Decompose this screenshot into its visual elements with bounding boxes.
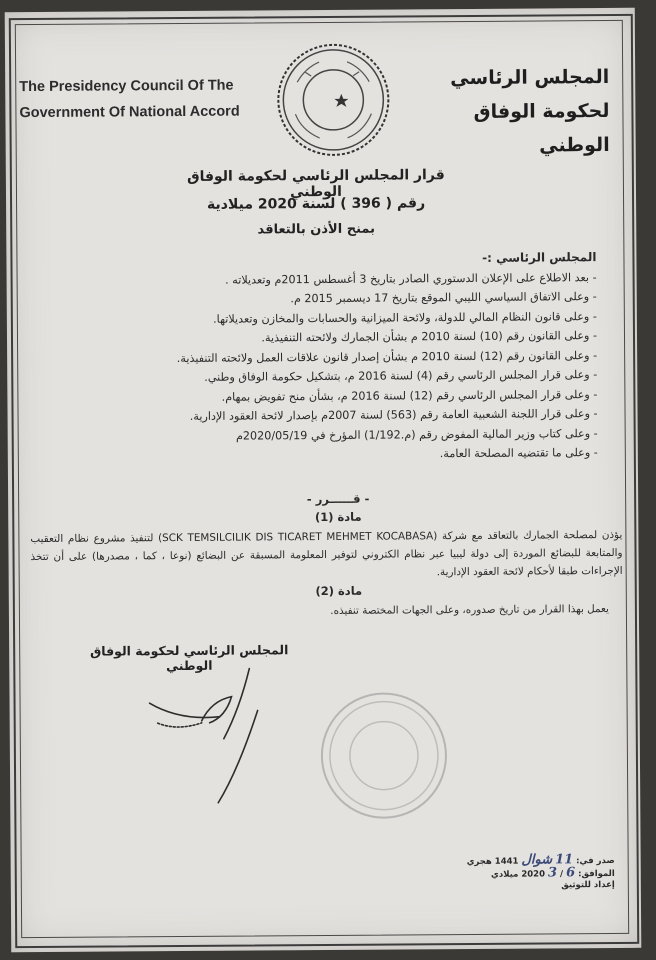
issue-hijri-month: شوال xyxy=(521,852,553,868)
preamble-item: - وعلى قرار المجلس الرئاسي رقم (4) لسنة 2016 م، بتشكيل حكومة الوفاق وطني. xyxy=(204,368,598,384)
issue-date-block xyxy=(425,854,615,892)
corresponding-day: 6 xyxy=(565,865,576,881)
issue-hijri-label: صدر في: xyxy=(576,855,615,867)
letterhead-english-line1: The Presidency Council Of The xyxy=(19,77,234,96)
issue-hijri-year: 1441 هجري xyxy=(466,856,519,868)
preamble-item: - وعلى الاتفاق السياسي الليبي الموقع بتاريخ 17 ديسمبر 2015 م. xyxy=(290,290,597,306)
issue-date-gregorian: الموافق: 6 / 3 2020 ميلادي xyxy=(490,865,615,881)
article1-text: يؤذن لمصلحة الجمارك بالتعاقد مع شركة (SCK TEMSILCILIK DIS TICARET MEHMET KOCABASA) لتنفيذ مشروع نظام التعقيب والمتابعة للبضائع الموردة إلى دولة ليبيا عبر نظام الكتروني لتوفير المعلومة المسبقة عن البضائع (نوعا ، كما ، مصدرها) على أن تتخذ الإجراءات طبقا لأحكام لائحة العقود الإدارية. xyxy=(30,528,623,579)
letterhead-english-line2: Government Of National Accord xyxy=(19,103,240,122)
corresponding-year: 2020 ميلادي xyxy=(490,869,546,880)
decree-title: قرار المجلس الرئاسي لحكومة الوفاق الوطني xyxy=(186,167,445,201)
article1-title: مادة (1) xyxy=(314,509,362,525)
preamble-item: - وعلى قانون النظام المالي للدولة، ولائحة الميزانية والحسابات والمخازن وتعديلاتها. xyxy=(213,309,597,326)
preamble-item: - وعلى قرار المجلس الرئاسي رقم (12) لسنة 2016 م، بشأن منح تفويض بمهام. xyxy=(221,387,598,404)
issue-hijri-day: 11 xyxy=(554,852,574,868)
decree-number: رقم ( 396 ) لسنة 2020 ميلادية xyxy=(206,195,426,213)
preamble-item: - وعلى ما تقتضيه المصلحة العامة. xyxy=(439,446,598,461)
resolution-header: - قــــــرر - xyxy=(306,491,370,507)
article2-text: يعمل بهذا القرار من تاريخ صدوره، وعلى الجهات المختصة تنفيذه. xyxy=(330,603,609,617)
footer-note: إعداد للتوثيق xyxy=(561,879,615,891)
letterhead-arabic xyxy=(399,60,610,163)
preamble-item: - بعد الاطلاع على الإعلان الدستوري الصادر بتاريخ 3 أغسطس 2011م وتعديلاته . xyxy=(225,270,597,287)
preamble-header: المجلس الرئاسي :- xyxy=(482,250,597,265)
crescent-star-seal-icon xyxy=(275,42,392,159)
letterhead-english xyxy=(19,73,240,127)
preamble-item: - وعلى قرار اللجنة الشعبية العامة رقم (563) لسنة 2007م بإصدار لائحة العقود الإدارية. xyxy=(189,407,598,423)
document-page xyxy=(5,8,642,952)
preamble-item: - وعلى كتاب وزير المالية المفوض رقم (م.1/192) المؤرخ في 2020/05/19م xyxy=(235,426,598,443)
handwritten-signature xyxy=(139,660,290,811)
corresponding-label: الموافق: xyxy=(578,868,615,880)
preamble-item: - وعلى القانون رقم (10) لسنة 2010 م بشأن الجمارك ولائحته التنفيذية. xyxy=(261,329,598,345)
issue-date-hijri xyxy=(425,854,615,868)
article2-title: مادة (2) xyxy=(315,583,363,599)
decree-subject: بمنح الأذن بالتعاقد xyxy=(257,221,376,238)
faded-stamp-icon xyxy=(313,685,454,826)
letterhead-arabic-line1: المجلس الرئاسي xyxy=(450,65,610,90)
preamble-item: - وعلى القانون رقم (12) لسنة 2010 م بشأن إصدار قانون علاقات العمل ولائحته التنفيذية. xyxy=(176,348,598,365)
signature-title: المجلس الرئاسي لحكومة الوفاق الوطني xyxy=(89,642,289,674)
corresponding-month: 3 xyxy=(547,865,558,881)
preamble xyxy=(56,248,597,466)
letterhead-arabic-line2: لحكومة الوفاق الوطني xyxy=(473,99,610,157)
